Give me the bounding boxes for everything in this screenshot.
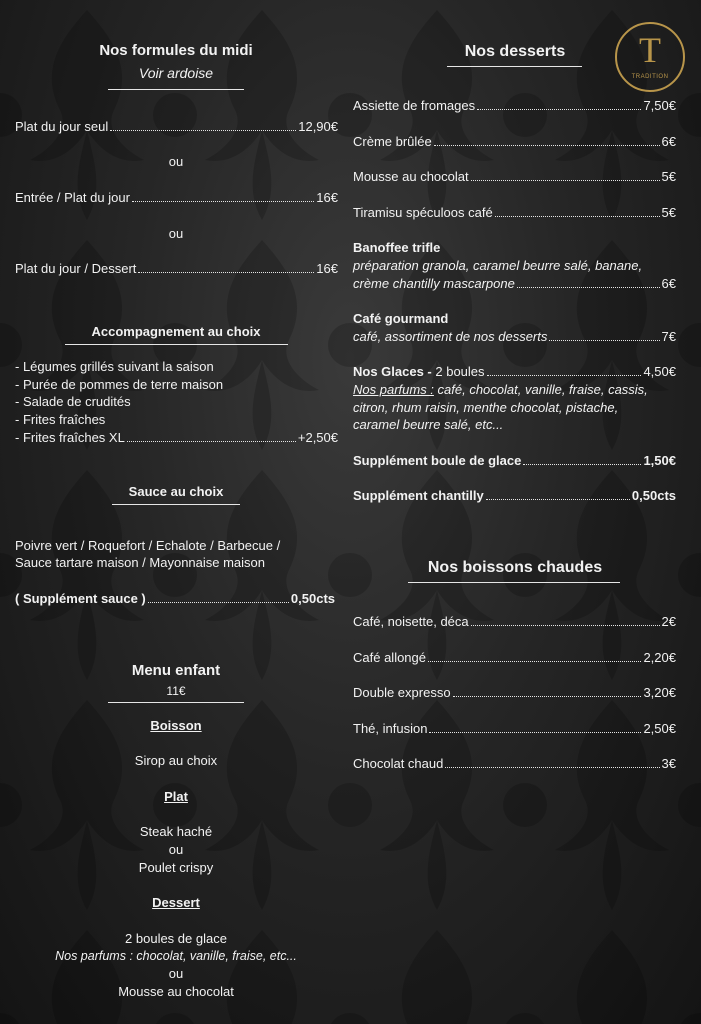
dessert-row: Assiette de fromages 7,50€ <box>353 98 676 113</box>
gourmand-row: café, assortiment de nos desserts 7€ <box>353 329 676 344</box>
supp-boule-row: Supplément boule de glace 1,50€ <box>353 453 676 468</box>
ou-text: ou <box>168 966 184 981</box>
logo-letter: T <box>639 30 661 70</box>
glaces-parfums: citron, rhum raisin, menthe chocolat, pistache, <box>353 400 619 415</box>
enfant-dessert: 2 boules de glace <box>125 931 227 946</box>
banoffee-desc: préparation granola, caramel beurre salé, banane, <box>353 258 643 273</box>
boisson-row: Café allongé 2,20€ <box>353 650 676 665</box>
accompagnement-item: - Purée de pommes de terre maison <box>15 377 224 392</box>
accompagnement-rule <box>65 344 288 345</box>
desserts-title: Nos desserts <box>464 43 566 60</box>
formules-rule <box>108 89 244 90</box>
glaces-row: Nos Glaces - 2 boules 4,50€ <box>353 364 676 379</box>
enfant-boisson-title: Boisson <box>150 718 202 733</box>
gourmand-title: Café gourmand <box>353 311 449 326</box>
accompagnement-extra: - Frites fraîches XL +2,50€ <box>15 430 338 445</box>
enfant-boisson: Sirop au choix <box>134 753 218 768</box>
desserts-rule <box>447 66 582 67</box>
glaces-parfums: caramel beurre salé, etc... <box>353 417 504 432</box>
boisson-row: Chocolat chaud 3€ <box>353 756 676 771</box>
dessert-row: Tiramisu spéculoos café 5€ <box>353 205 676 220</box>
supp-chantilly-row: Supplément chantilly 0,50cts <box>353 488 676 503</box>
logo-text: TRADITION <box>631 74 669 80</box>
ou-text: ou <box>168 154 184 169</box>
sauce-title: Sauce au choix <box>128 484 224 499</box>
boisson-row: Café, noisette, déca 2€ <box>353 614 676 629</box>
accompagnement-item: - Frites fraîches <box>15 412 106 427</box>
ou-text: ou <box>168 226 184 241</box>
accompagnement-item: - Légumes grillés suivant la saison <box>15 359 214 374</box>
enfant-parfums: Nos parfums : chocolat, vanille, fraise, etc... <box>55 949 297 963</box>
dessert-row: Crème brûlée 6€ <box>353 134 676 149</box>
ou-text: ou <box>168 842 184 857</box>
enfant-dessert-title: Dessert <box>152 895 200 910</box>
formule-row: Entrée / Plat du jour 16€ <box>15 190 338 205</box>
boissons-title: Nos boissons chaudes <box>427 559 603 576</box>
formules-subtitle: Voir ardoise <box>138 65 214 81</box>
enfant-plat: Poulet crispy <box>138 860 214 875</box>
formule-row: Plat du jour / Dessert 16€ <box>15 261 338 276</box>
formule-row: Plat du jour seul 12,90€ <box>15 119 338 134</box>
boissons-rule <box>408 582 620 583</box>
glaces-parfums: Nos parfums : café, chocolat, vanille, fraise, cassis, <box>353 382 648 397</box>
sauce-line: Sauce tartare maison / Mayonnaise maison <box>15 555 266 570</box>
enfant-plat: Steak haché <box>139 824 213 839</box>
sauce-line: Poivre vert / Roquefort / Echalote / Barbecue / <box>15 538 281 553</box>
logo <box>615 22 685 92</box>
enfant-plat-title: Plat <box>164 789 188 804</box>
banoffee-title: Banoffee trifle <box>353 240 441 255</box>
sauce-supplement: ( Supplément sauce ) 0,50cts <box>15 591 335 606</box>
accompagnement-title: Accompagnement au choix <box>91 324 261 339</box>
boisson-row: Double expresso 3,20€ <box>353 685 676 700</box>
formules-title: Nos formules du midi <box>99 42 253 59</box>
banoffee-row: crème chantilly mascarpone 6€ <box>353 276 676 291</box>
enfant-price: 11€ <box>166 684 186 698</box>
dessert-row: Mousse au chocolat 5€ <box>353 169 676 184</box>
boisson-row: Thé, infusion 2,50€ <box>353 721 676 736</box>
enfant-dessert: Mousse au chocolat <box>118 984 234 999</box>
enfant-title: Menu enfant <box>131 662 221 679</box>
enfant-rule <box>108 702 244 703</box>
accompagnement-item: - Salade de crudités <box>15 394 131 409</box>
sauce-rule <box>112 504 240 505</box>
